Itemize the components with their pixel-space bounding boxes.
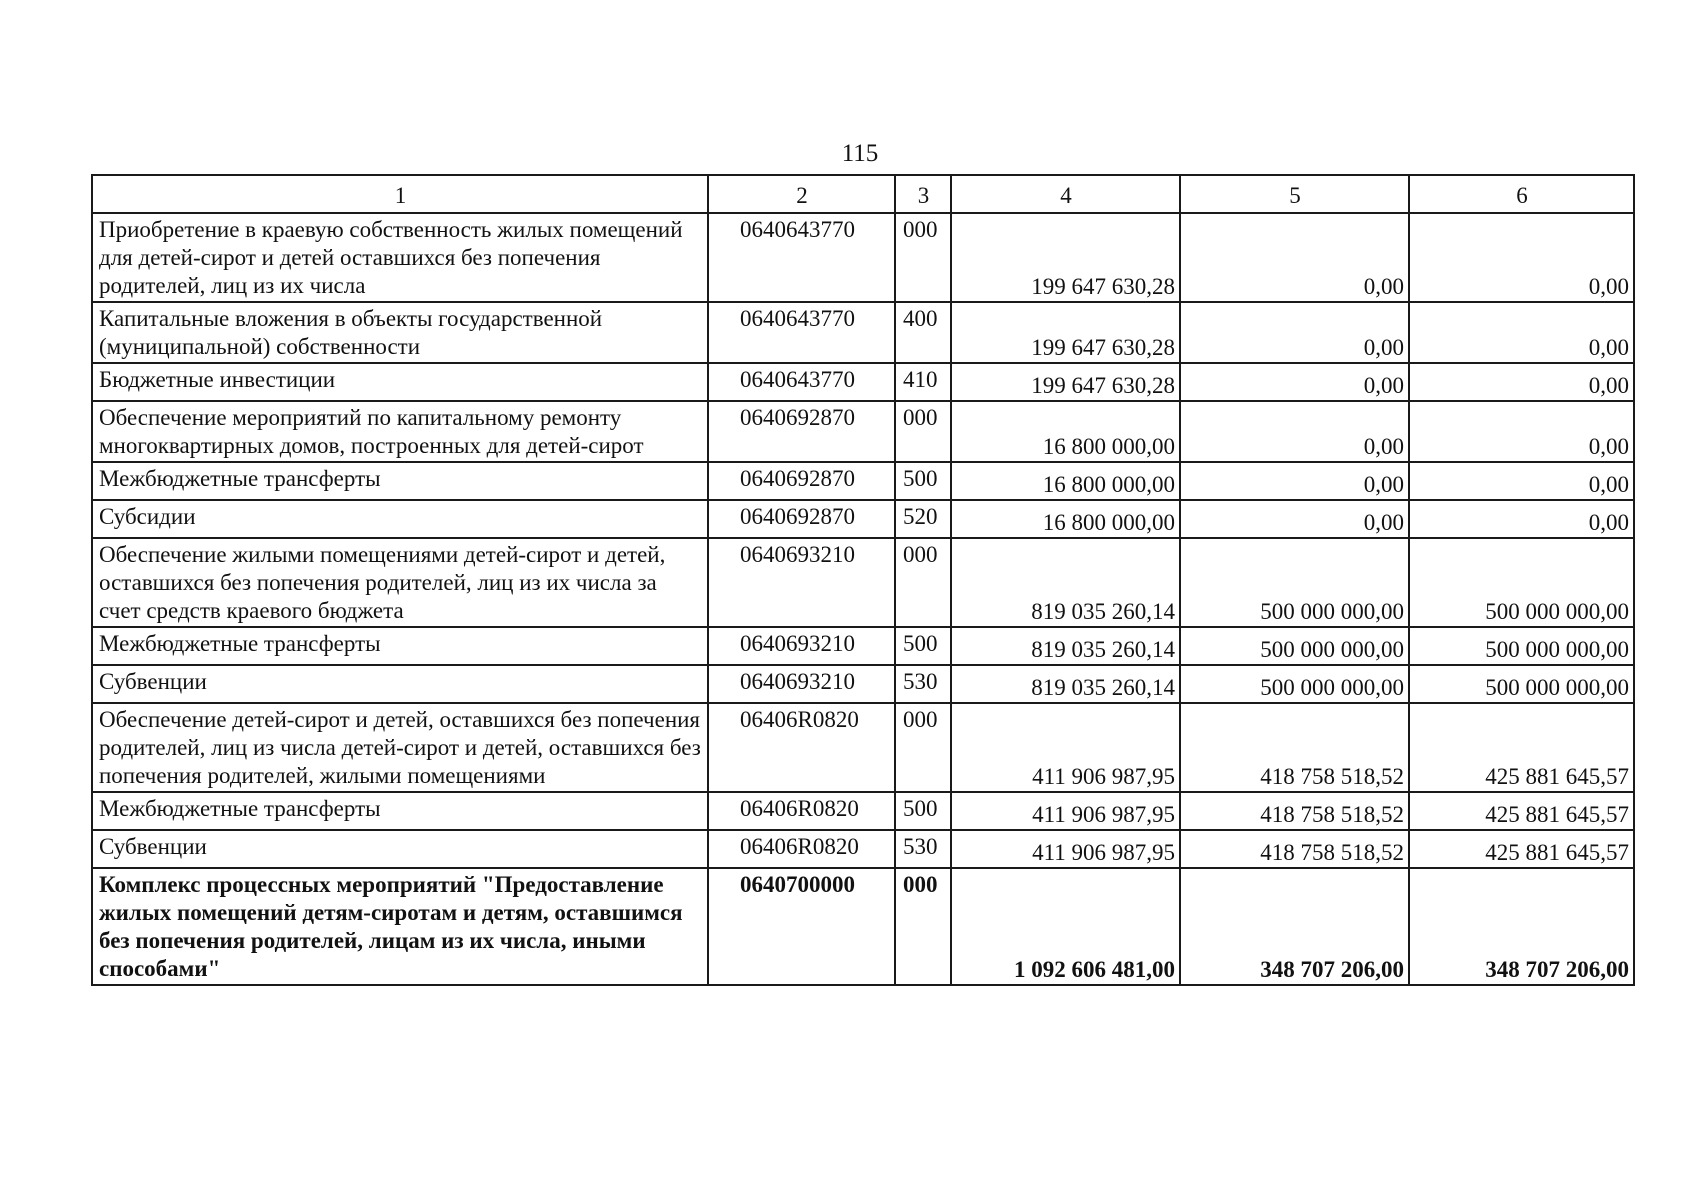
- row-kind: 000: [895, 213, 951, 302]
- row-kind: 530: [895, 665, 951, 703]
- table-row: [92, 830, 1634, 868]
- row-amount-2: 500 000 000,00: [1180, 665, 1409, 703]
- row-amount-1: 819 035 260,14: [951, 538, 1180, 627]
- row-amount-3: 500 000 000,00: [1409, 627, 1634, 665]
- table-row: [92, 401, 1634, 462]
- row-code: 0640693210: [708, 665, 895, 703]
- row-amount-1: 199 647 630,28: [951, 363, 1180, 401]
- column-header-3: 3: [895, 175, 951, 213]
- row-name: Комплекс процессных мероприятий "Предоставление жилых помещений детям-сиротам и детям, оставшимся без попечения родителей, лицам из их числа, иными способами": [92, 868, 708, 985]
- column-header-1: 1: [92, 175, 708, 213]
- row-amount-3: 500 000 000,00: [1409, 538, 1634, 627]
- page-number: 115: [841, 140, 879, 167]
- row-code: 0640643770: [708, 213, 895, 302]
- row-kind: 410: [895, 363, 951, 401]
- table-row: [92, 363, 1634, 401]
- row-kind: 500: [895, 627, 951, 665]
- row-kind: 530: [895, 830, 951, 868]
- row-kind: 000: [895, 538, 951, 627]
- row-name: Обеспечение жилыми помещениями детей-сирот и детей, оставшихся без попечения родителей, лиц из их числа за счет средств краевого бюджета: [92, 538, 708, 627]
- row-amount-2: 0,00: [1180, 213, 1409, 302]
- row-amount-3: 0,00: [1409, 401, 1634, 462]
- row-code: 0640693210: [708, 538, 895, 627]
- column-header-4: 4: [951, 175, 1180, 213]
- row-amount-1: 819 035 260,14: [951, 665, 1180, 703]
- row-code: 06406R0820: [708, 792, 895, 830]
- row-kind: 000: [895, 868, 951, 985]
- row-amount-2: 418 758 518,52: [1180, 830, 1409, 868]
- row-kind: 400: [895, 302, 951, 363]
- row-name: Обеспечение мероприятий по капитальному ремонту многоквартирных домов, построенных для детей-сирот: [92, 401, 708, 462]
- table-row: [92, 500, 1634, 538]
- row-amount-3: 425 881 645,57: [1409, 830, 1634, 868]
- row-amount-3: 0,00: [1409, 363, 1634, 401]
- row-name: Приобретение в краевую собственность жилых помещений для детей-сирот и детей оставшихся без попечения родителей, лиц из их числа: [92, 213, 708, 302]
- row-code: 0640700000: [708, 868, 895, 985]
- row-kind: 520: [895, 500, 951, 538]
- row-amount-1: 16 800 000,00: [951, 500, 1180, 538]
- table-row: [92, 703, 1634, 792]
- row-amount-1: 199 647 630,28: [951, 213, 1180, 302]
- row-amount-3: 348 707 206,00: [1409, 868, 1634, 985]
- row-kind: 500: [895, 792, 951, 830]
- row-amount-3: 425 881 645,57: [1409, 703, 1634, 792]
- row-amount-3: 0,00: [1409, 462, 1634, 500]
- row-amount-3: 0,00: [1409, 213, 1634, 302]
- row-code: 0640692870: [708, 462, 895, 500]
- row-amount-1: 411 906 987,95: [951, 792, 1180, 830]
- table-row: [92, 302, 1634, 363]
- row-amount-1: 411 906 987,95: [951, 703, 1180, 792]
- row-name: Обеспечение детей-сирот и детей, оставшихся без попечения родителей, лиц из числа детей-сирот и детей, оставшихся без попечения родителей, жилыми помещениями: [92, 703, 708, 792]
- table-row: [92, 538, 1634, 627]
- row-amount-2: 0,00: [1180, 363, 1409, 401]
- row-code: 06406R0820: [708, 703, 895, 792]
- column-header-5: 5: [1180, 175, 1409, 213]
- row-code: 0640692870: [708, 500, 895, 538]
- table-row: [92, 868, 1634, 985]
- row-amount-2: 0,00: [1180, 462, 1409, 500]
- column-header-2: 2: [708, 175, 895, 213]
- row-name: Межбюджетные трансферты: [92, 627, 708, 665]
- row-amount-1: 819 035 260,14: [951, 627, 1180, 665]
- row-amount-1: 16 800 000,00: [951, 401, 1180, 462]
- row-name: Бюджетные инвестиции: [92, 363, 708, 401]
- row-amount-2: 0,00: [1180, 302, 1409, 363]
- row-amount-2: 418 758 518,52: [1180, 703, 1409, 792]
- row-amount-3: 500 000 000,00: [1409, 665, 1634, 703]
- table-row: [92, 627, 1634, 665]
- table-row: [92, 213, 1634, 302]
- row-amount-1: 199 647 630,28: [951, 302, 1180, 363]
- row-amount-1: 1 092 606 481,00: [951, 868, 1180, 985]
- row-amount-2: 348 707 206,00: [1180, 868, 1409, 985]
- table-row: [92, 792, 1634, 830]
- row-amount-3: 0,00: [1409, 302, 1634, 363]
- row-amount-2: 0,00: [1180, 401, 1409, 462]
- row-amount-2: 418 758 518,52: [1180, 792, 1409, 830]
- row-amount-2: 0,00: [1180, 500, 1409, 538]
- header-row: [92, 175, 1634, 213]
- row-kind: 000: [895, 703, 951, 792]
- row-name: Субсидии: [92, 500, 708, 538]
- row-name: Межбюджетные трансферты: [92, 462, 708, 500]
- row-code: 0640643770: [708, 363, 895, 401]
- row-name: Капитальные вложения в объекты государственной (муниципальной) собственности: [92, 302, 708, 363]
- row-code: 0640643770: [708, 302, 895, 363]
- row-amount-3: 0,00: [1409, 500, 1634, 538]
- column-header-6: 6: [1409, 175, 1634, 213]
- row-name: Субвенции: [92, 830, 708, 868]
- row-name: Субвенции: [92, 665, 708, 703]
- row-kind: 500: [895, 462, 951, 500]
- row-code: 0640693210: [708, 627, 895, 665]
- row-kind: 000: [895, 401, 951, 462]
- row-amount-1: 16 800 000,00: [951, 462, 1180, 500]
- row-amount-2: 500 000 000,00: [1180, 538, 1409, 627]
- budget-table: [91, 174, 1635, 986]
- row-amount-3: 425 881 645,57: [1409, 792, 1634, 830]
- row-amount-1: 411 906 987,95: [951, 830, 1180, 868]
- table-row: [92, 665, 1634, 703]
- row-amount-2: 500 000 000,00: [1180, 627, 1409, 665]
- row-name: Межбюджетные трансферты: [92, 792, 708, 830]
- row-code: 0640692870: [708, 401, 895, 462]
- row-code: 06406R0820: [708, 830, 895, 868]
- table-row: [92, 462, 1634, 500]
